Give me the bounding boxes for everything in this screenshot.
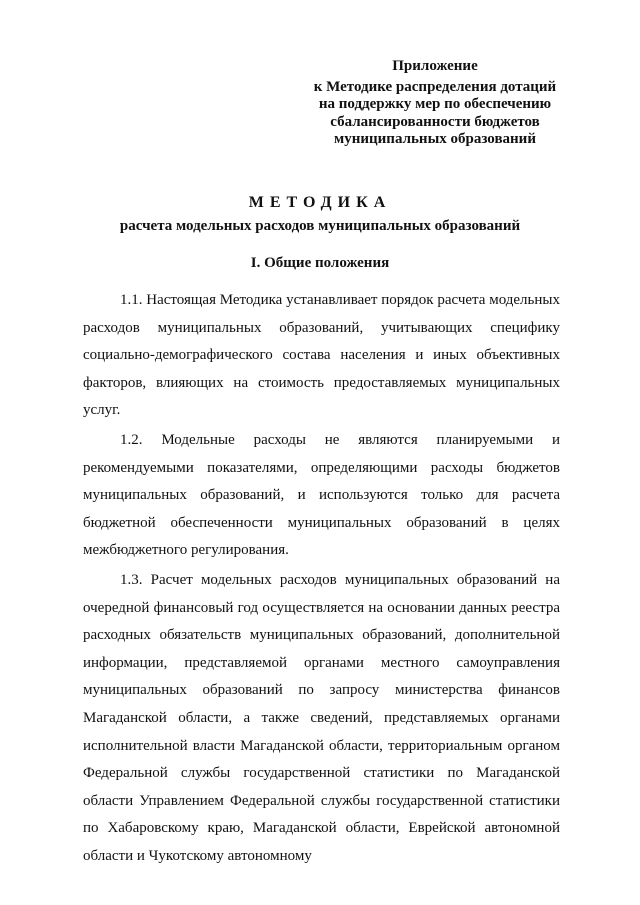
document-subtitle: расчета модельных расходов муниципальных образований [119, 218, 521, 234]
paragraph-1-3: 1.3. Расчет модельных расходов муниципальных образований на очередной финансовый год осуществляется на основании данных реестра расходных обязательств муниципальных образований, дополнительной информации, представляемой органами местного самоуправления муниципальных образований по запросу министерства финансов Магаданской области, а также сведений, представляемых органами исполнительной власти Магаданской области, территориальным органом Федеральной службы государственной статистики по Магаданской области Управлением Федеральной службы государственной статистики по Хабаровскому краю, Магаданской области, Еврейской автономной области и Чукотскому автономному [83, 571, 560, 864]
paragraph-1-2: 1.2. Модельные расходы не являются планируемыми и рекомендуемыми показателями, определяющими расходы бюджетов муниципальных образований, и используются только для расчета бюджетной обеспеченности муниципальных образований в целях межбюджетного регулирования. [83, 431, 560, 559]
appendix-line: сбалансированности бюджетов [330, 113, 540, 130]
appendix-header [300, 58, 570, 149]
document-title: МЕТОДИКА [248, 194, 392, 211]
appendix-title: Приложение [392, 58, 478, 74]
appendix-line: к Методике распределения дотаций [313, 78, 557, 95]
appendix-line: на поддержку мер по обеспечению [318, 96, 552, 112]
body-text [83, 287, 560, 870]
paragraph-1-1: 1.1. Настоящая Методика устанавливает порядок расчета модельных расходов муниципальных образований, учитывающих специфику социально-демографического состава населения и иных объективных факторов, влияющих на стоимость предоставляемых муниципальных услуг. [83, 292, 560, 419]
section-heading: I. Общие положения [250, 255, 390, 271]
appendix-line: муниципальных образований [334, 131, 536, 147]
